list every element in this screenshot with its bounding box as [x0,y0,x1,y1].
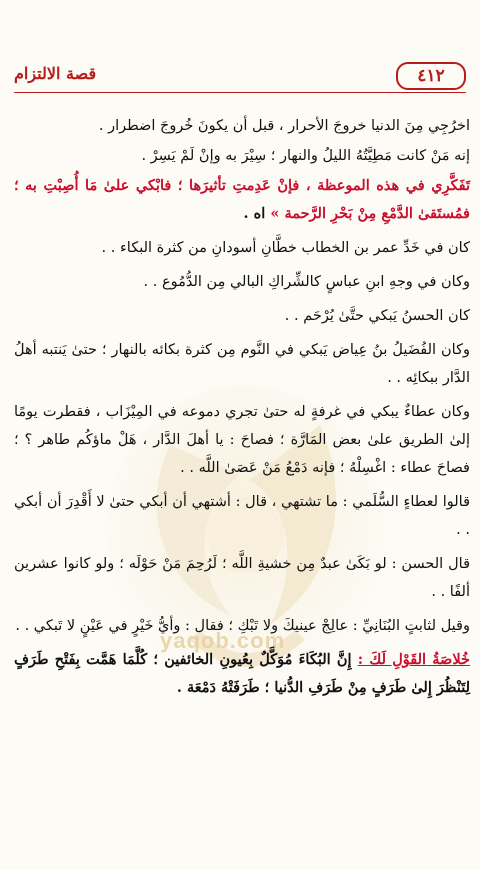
paragraph-11: وقيل لثابتٍ البُنَانِيِّ : عالِجْ عينيكَ ولا تَبْكِ ؛ فقال : وأيُّ خَيْرٍ في عَيْنٍ لا تَبكي . . [15,618,470,634]
summary-label: خُلاصَةُ القَوْلِ لَكَ : [357,651,470,668]
quote-end: اه . [243,205,271,222]
paragraph-1: اخرُجِي مِنَ الدنيا خروجَ الأحرار ، قبل أن يكونَ خُروجَ اضطرار . [98,118,470,134]
paragraph-6: كان الحسنُ يَبكي حتَّىٰ يُرْحَم . . [284,308,470,324]
watermark-text: yaqob.com [160,628,286,653]
paragraph-8: وكان عطاءٌ يبكي في غرفةٍ له حتىٰ تجري دموعه في المِيْزَاب ، فقطرت يومًا إلىٰ الطريق علىٰ بعض المَارَّة ؛ فصاحَ : يا أهلَ الدَّار ، هَلْ ماؤكُم طاهر ؟ ؛ فصاحَ عطاء : اغْسِلْهُ ؛ فإنه دَمْعُ مَنْ عَصَىٰ اللَّه . . [14,404,470,476]
running-title: قصة الالتزام [14,64,97,83]
paragraph-5: وكان في وجهِ ابنِ عباسٍ كالشِّراكِ البالي مِن الدُّمُوع . . [143,274,470,290]
paragraph-4: كان في خَدِّ عمر بن الخطاب خطَّانِ أسودانِ من كثرة البكاء . . [101,240,470,256]
header-rule [14,92,466,93]
paragraph-2: إنه مَنْ كانت مَطِيَّتُهُ الليلُ والنهار ؛ سِيْرَ به وإنْ لَمْ يَسِرْ . [141,148,470,164]
page-content [14,112,470,704]
highlighted-exhortation: تَفَكَّرِي في هذه الموعظة ، فإنْ عَدِمتِ تأثيرَها ؛ فابْكي علىٰ مَا أُصِبْتِ به ؛ فمُستَقىٰ الدَّمْعِ مِنْ بَحْرِ الرَّحمة » [14,177,470,222]
summary-text: إِنَّ البُكَاءَ مُوَكَّلٌ بِعُيونِ الخائفين ؛ كُلَّمَا هَمَّت بِفَتْحِ طَرَفٍ لِتَنْظُرَ إِلىٰ طَرَفٍ مِنْ طَرَفِ الدُّنيا ؛ طَرَفَتْهُ دَمْعَة . [14,651,470,696]
paragraph-10: قال الحسن : لو بَكَىٰ عبدٌ مِن خشيةِ اللَّه ؛ لَرُحِمَ مَنْ حَوْلَه ؛ ولو كانوا عشرين ألفًا . . [14,556,470,600]
paragraph-3 [14,172,470,228]
page-number: ٤١٢ [396,62,466,90]
page-header [14,62,466,90]
summary-paragraph [14,646,470,702]
paragraph-9: قالوا لعطاءٍ السُّلَمي : ما تشتهي ، قال : أشتهي أن أبكي حتىٰ لا أَقْدِرَ أن أبكي . . [14,494,470,538]
paragraph-7: وكان الفُضَيلُ بنُ عِياض يَبكي في النَّوم مِن كثرة بكائه بالنهار ؛ حتىٰ يَنتبه أهلُ الدَّار ببكائِه . . [14,342,470,386]
